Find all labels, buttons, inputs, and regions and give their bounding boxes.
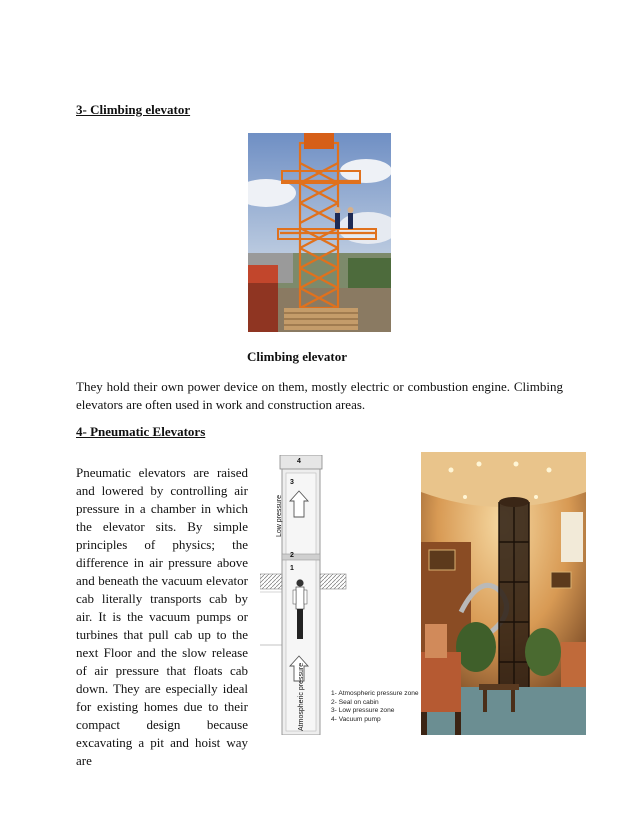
legend-item: 2- Seal on cabin xyxy=(331,698,379,706)
atmospheric-pressure-label: Atmospheric pressure xyxy=(298,662,305,731)
climbing-elevator-caption: Climbing elevator xyxy=(247,349,348,364)
diagram-number-4: 4 xyxy=(297,458,301,465)
diagram-number-2: 2 xyxy=(290,552,294,559)
diagram-number-3: 3 xyxy=(290,479,294,486)
section-3-heading: 3- Climbing elevator xyxy=(76,102,191,117)
diagram-legend xyxy=(331,690,421,724)
diagram-number-1: 1 xyxy=(290,565,294,572)
climbing-elevator-photo xyxy=(248,133,391,332)
legend-item: 3- Low pressure zone xyxy=(331,707,395,715)
legend-item: 1- Atmospheric pressure zone xyxy=(331,690,419,697)
low-pressure-label: Low pressure xyxy=(276,494,283,537)
section-4-heading: 4- Pneumatic Elevators xyxy=(76,424,206,439)
legend-item: 4- Vacuum pump xyxy=(331,715,381,723)
climbing-elevator-paragraph: They hold their own power device on them, mostly electric or combustion engine. Climbing elevators are often used in work and construction areas. xyxy=(76,379,563,412)
pneumatic-elevator-home-photo xyxy=(421,452,586,735)
pneumatic-elevator-paragraph: Pneumatic elevators are raised and lowered by controlling air pressure in a chamber in which the elevator sits. By simple principles of physics; the difference in air pressure above and beneath the vacuum elevator cab literally transports cab by air. It is the vacuum pumps or turbines that pull cab up to the next Floor and the slow release of air pressure that floats cab down. They are especially ideal for existing homes due to their compact design because excavating a pit and hoist way are xyxy=(76,465,248,768)
